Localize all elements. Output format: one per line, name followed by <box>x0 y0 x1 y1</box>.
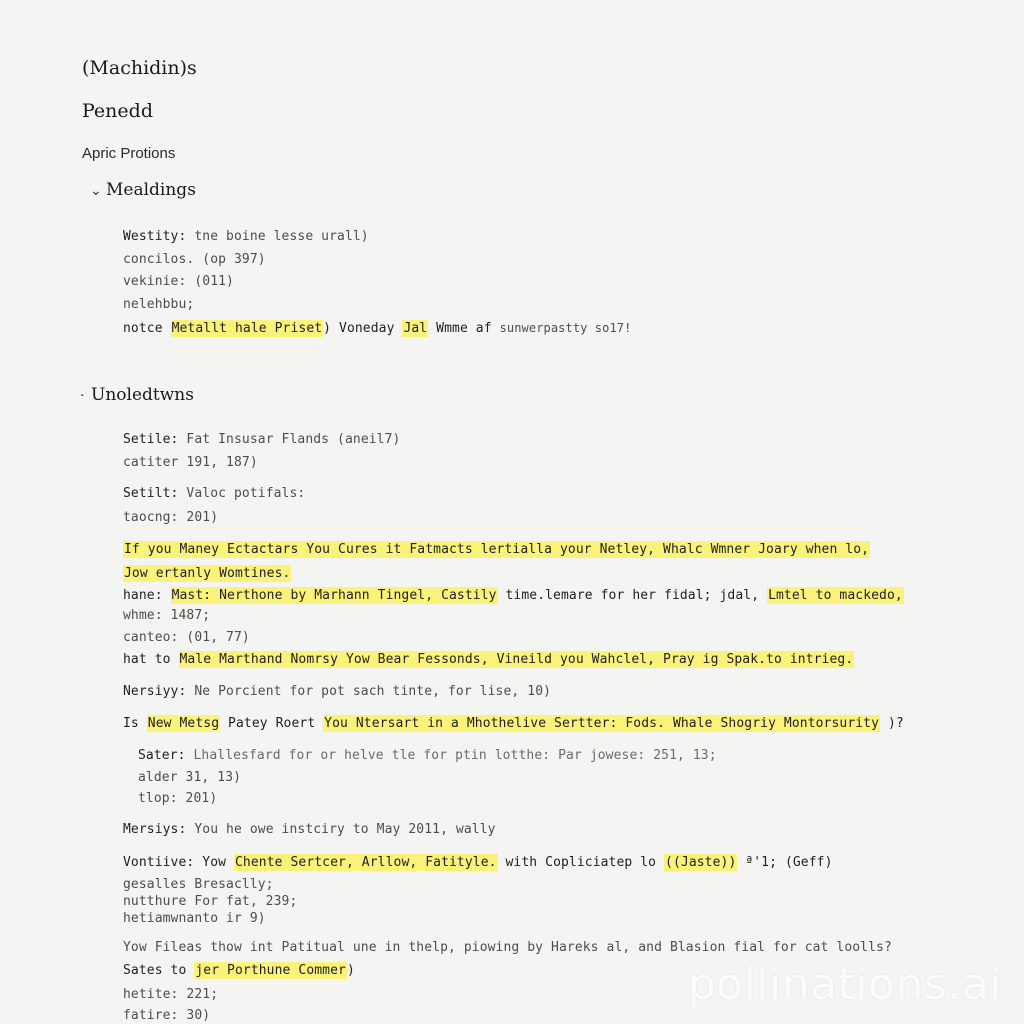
text-run: Wmme af <box>428 321 500 336</box>
text-run: ª'1; (Geff) <box>737 855 833 870</box>
highlight: Chente Sertcer, Arllow, Fatityle. <box>234 855 497 870</box>
highlight: Metallt hale Priset <box>171 321 323 336</box>
document-subtitle: Apric Protions <box>82 145 176 162</box>
list-item <box>123 430 400 450</box>
field-label: Mersiys: <box>123 822 187 837</box>
document-title: (Machidin)s <box>82 57 197 79</box>
list-item-highlighted <box>123 586 904 606</box>
list-item-highlighted <box>123 540 870 560</box>
text-run: Patey Roert <box>220 716 324 731</box>
text-run: )? <box>880 716 904 731</box>
highlight: New Metsg <box>147 716 220 731</box>
highlight: Jow ertanly Womtines. <box>124 566 291 581</box>
list-item <box>123 484 305 504</box>
highlight: You Ntersart in a Mhothelive Sertter: Fods. Whale Shogriy Montorsurity <box>324 716 880 731</box>
list-item: taocng: 201) <box>123 510 219 525</box>
text-run: ) <box>346 963 355 978</box>
section-title: Unoledtwns <box>91 385 194 405</box>
field-value: tne boine lesse urall) <box>186 229 369 244</box>
text-run: hane: <box>123 588 171 603</box>
chevron-down-icon[interactable]: ⌄ <box>90 183 102 199</box>
list-item: Yow Fileas thow int Patitual une in thelp, piowing by Hareks al, and Blasion fial for cat loolls? <box>123 940 892 955</box>
highlight: Jal <box>403 321 428 336</box>
list-item: concilos. (op 397) <box>123 252 266 267</box>
list-item-highlighted <box>123 650 854 670</box>
list-item: catiter 191, 187) <box>123 455 258 470</box>
list-item: hetiamwnanto ir 9) <box>123 911 266 926</box>
list-item: gesalles Bresaclly; <box>123 877 274 892</box>
document-heading: Penedd <box>82 100 153 122</box>
highlight: ((Jaste)) <box>665 855 737 870</box>
text-run: with Copliciatep lo <box>497 855 665 870</box>
list-item: tlop: 201) <box>138 791 218 806</box>
field-label: Nersiyy: <box>123 684 187 699</box>
list-item: alder 31, 13) <box>138 770 242 785</box>
text-run: Sates to <box>123 963 195 978</box>
field-value: You he owe instciry to May 2011, wally <box>186 822 496 837</box>
field-value: Fat Insusar Flands (aneil7) <box>178 432 401 447</box>
field-label: Setile: <box>123 432 179 447</box>
list-item <box>123 682 551 702</box>
list-item: fatire: 30) <box>123 1008 211 1023</box>
highlight: If you Maney Ectactars You Cures it Fatmacts lertialla your Netley, Whalc Wmner Joary when lo, <box>124 542 870 557</box>
list-item: nutthure For fat, 239; <box>123 894 298 909</box>
list-item: nelehbbu; <box>123 297 195 312</box>
list-item: vekinie: (011) <box>123 274 234 289</box>
text-run: Is <box>123 716 147 731</box>
section-header-mealdings[interactable] <box>90 180 196 200</box>
field-label: Westity: <box>123 229 187 244</box>
list-item <box>123 820 496 840</box>
text-run: Vontiive: Yow <box>123 855 234 870</box>
list-item <box>123 227 369 247</box>
list-item-highlighted <box>123 853 833 873</box>
list-item <box>138 746 717 766</box>
list-item-highlighted <box>123 318 631 339</box>
highlight: Lmtel to mackedo, <box>768 588 903 603</box>
text-run: ) Voneday <box>323 321 403 336</box>
list-item-highlighted <box>123 714 904 734</box>
list-item: canteo: (01, 77) <box>123 630 250 645</box>
field-label: Setilt: <box>123 486 179 501</box>
list-item-highlighted <box>123 961 355 981</box>
highlight: jer Porthune Commer <box>195 963 346 978</box>
watermark: pollinations.ai <box>687 959 1002 1010</box>
bullet-icon: · <box>80 388 85 404</box>
highlight: Male Marthand Nomrsy Yow Bear Fessonds, Vineild you Wahclel, Pray ig Spak.to intrieg. <box>179 652 854 667</box>
text-run: hat to <box>123 652 179 667</box>
list-item: whme: 1487; <box>123 608 211 623</box>
field-value: Ne Porcient for pot sach tinte, for lise, 10) <box>186 684 552 699</box>
text-run: notce <box>123 321 171 336</box>
section-header-unoledtwns[interactable] <box>80 385 194 405</box>
field-value: Valoc potifals: <box>178 486 306 501</box>
field-label: Sater: <box>138 748 186 763</box>
field-value: Lhallesfard for or helve tle for ptin lotthe: Par jowese: 251, 13; <box>185 748 717 763</box>
highlight: Mast: Nerthone by Marhann Tingel, Castily <box>171 588 497 603</box>
text-run: time.lemare for her fidal; jdal, <box>497 588 768 603</box>
list-item: hetite: 221; <box>123 987 219 1002</box>
list-item-highlighted <box>123 564 291 584</box>
section-title: Mealdings <box>106 180 196 200</box>
text-run: sunwerpastty so17! <box>499 321 632 335</box>
